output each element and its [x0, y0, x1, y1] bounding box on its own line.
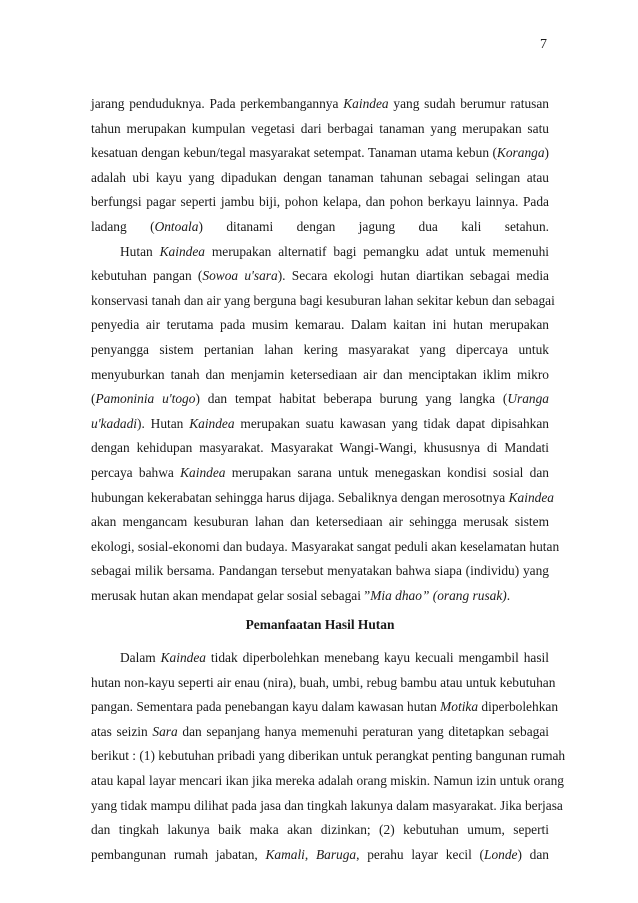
text-line [91, 461, 549, 486]
text-run: ). Hutan [137, 415, 190, 431]
text-run: ( [91, 391, 96, 407]
italic-term: Kaindea [508, 489, 554, 505]
italic-term: u'kadadi [91, 415, 138, 431]
italic-term: Kaindea [160, 650, 206, 666]
text-run: , [304, 846, 316, 862]
text-run: atas seizin [91, 723, 153, 739]
text-run: pembangunan rumah jabatan, [91, 846, 266, 862]
italic-term: Koranga [496, 145, 545, 161]
text-line [91, 215, 549, 240]
italic-term: Kaindea [343, 96, 389, 111]
text-line [91, 412, 549, 437]
italic-term: Kaindea [189, 415, 235, 431]
text-line [91, 646, 549, 671]
text-line [91, 117, 549, 142]
text-run: ) ditanami dengan jagung dua kali setahun. [198, 218, 549, 234]
text-line [91, 818, 549, 843]
text-run: merupakan suatu kawasan yang tidak dapat dipisahkan [234, 415, 549, 431]
text-run: ladang ( [91, 218, 155, 234]
text-run: konservasi tanah dan air yang berguna bagi kesuburan lahan sekitar kebun dan sebagai [91, 292, 555, 308]
text-run: hutan non-kayu seperti air enau (nira), buah, umbi, rebug bambu atau untuk kebutuhan [91, 674, 556, 690]
italic-term: Baruga [315, 846, 357, 862]
text-line [91, 695, 559, 720]
text-run: akan mengancam kesuburan lahan dan ketersediaan air sehingga merusak sistem [91, 514, 549, 530]
text-line [91, 363, 549, 388]
paragraph-3 [91, 646, 566, 867]
italic-term: Pamoninia u'togo [95, 391, 196, 407]
text-line [91, 190, 549, 215]
text-run: ) dan tempat habitat beberapa burung yang langka ( [195, 391, 508, 407]
italic-term: Uranga [507, 391, 549, 407]
text-line [91, 744, 566, 769]
text-run: tahun merupakan kumpulan vegetasi dari berbagai tanaman yang merupakan satu [91, 120, 549, 136]
text-line [91, 584, 549, 609]
italic-term: Kamali [265, 846, 305, 862]
text-line [91, 92, 549, 117]
text-run: atau kapal layar mencari ikan jika mereka adalah orang miskin. Namun izin untuk orang [91, 773, 564, 789]
text-run: dan tingkah lakunya baik maka akan dizinkan; (2) kebutuhan umum, seperti [91, 822, 549, 838]
text-run: , perahu layar kecil ( [356, 846, 484, 862]
text-run: tidak diperbolehkan menebang kayu kecuali mengambil hasil [206, 650, 549, 666]
text-run: percaya bahwa [91, 464, 181, 480]
italic-term: Kaindea [180, 464, 226, 480]
document-body [91, 92, 566, 867]
text-run: dengan kehidupan masyarakat. Masyarakat Wangi-Wangi, khususnya di Mandati [91, 440, 549, 456]
italic-term: Mia dhao” (orang rusak) [370, 587, 507, 603]
text-run: pangan. Sementara pada penebangan kayu dalam kawasan hutan [91, 699, 441, 715]
italic-term: Londe [484, 846, 518, 862]
text-run: Dalam [120, 650, 161, 666]
text-line [91, 338, 549, 363]
text-line [91, 843, 549, 868]
text-run: adalah ubi kayu yang dipadukan dengan tanaman tahunan sebagai selingan atau [91, 169, 549, 185]
paragraph-1 [91, 92, 549, 240]
italic-term: Ontoala [154, 218, 199, 234]
text-run: hubungan kekerabatan sehingga harus dijaga. Sebaliknya dengan merosotnya [91, 489, 509, 505]
text-run: . [506, 587, 511, 603]
paragraph-2 [91, 240, 560, 609]
text-line [91, 769, 564, 794]
text-run: merupakan alternatif bagi pemangku adat untuk memenuhi [204, 243, 549, 259]
text-line [91, 486, 554, 511]
text-line [91, 289, 555, 314]
text-run: kebutuhan pangan ( [91, 268, 203, 284]
page-number: 7 [540, 37, 547, 52]
text-run: menyuburkan tanah dan menjamin ketersediaan air dan menciptakan iklim mikro [91, 366, 549, 382]
text-run: penyangga sistem pertanian lahan kering masyarakat yang dipercaya untuk [91, 341, 549, 357]
text-line [91, 313, 549, 338]
italic-term: Kaindea [159, 243, 205, 259]
text-run: diperbolehkan [478, 699, 559, 715]
text-line [91, 436, 549, 461]
text-run: ). Secara ekologi hutan diartikan sebagai media [277, 268, 550, 284]
text-run: ekologi, sosial-ekonomi dan budaya. Masyarakat sangat peduli akan keselamatan hutan [91, 538, 560, 554]
text-line [91, 240, 549, 265]
text-line [91, 671, 556, 696]
text-line [91, 559, 549, 584]
text-run: yang sudah berumur ratusan [388, 96, 549, 111]
text-run: penyedia air terutama pada musim kemarau. Dalam kaitan ini hutan merupakan [91, 317, 549, 333]
text-run: berfungsi pagar seperti jambu biji, pohon kelapa, dan pohon berkayu lainnya. Pada [91, 194, 549, 210]
text-run: ) [544, 145, 549, 161]
text-line [91, 720, 549, 745]
text-run: berikut : (1) kebutuhan pribadi yang diberikan untuk perangkat penting bangunan rumah [91, 748, 566, 764]
text-line [91, 387, 549, 412]
italic-term: Sara [152, 723, 178, 739]
text-line [91, 510, 549, 535]
text-run: jarang penduduknya. Pada perkembangannya [91, 96, 344, 111]
text-run: yang tidak mampu dilihat pada jasa dan tingkah lakunya dalam masyarakat. Jika berjasa [91, 797, 563, 813]
text-run: Hutan [120, 243, 160, 259]
text-line [91, 264, 549, 289]
text-run: ) dan [517, 846, 549, 862]
text-run: kesatuan dengan kebun/tegal masyarakat setempat. Tanaman utama kebun ( [91, 145, 497, 161]
text-line [91, 794, 563, 819]
text-run: merupakan sarana untuk menegaskan kondisi sosial dan [225, 464, 549, 480]
text-run: dan sepanjang hanya memenuhi peraturan yang ditetapkan sebagai [177, 723, 549, 739]
text-run: merusak hutan akan mendapat gelar sosial sebagai ” [91, 587, 371, 603]
text-line [91, 535, 560, 560]
italic-term: Motika [440, 699, 479, 715]
section-heading: Pemanfaatan Hasil Hutan [245, 617, 395, 633]
text-line [91, 141, 549, 166]
text-line [91, 166, 549, 191]
italic-term: Sowoa u'sara [202, 268, 278, 284]
text-run: sebagai milik bersama. Pandangan tersebut menyatakan bahwa siapa (individu) yang [91, 563, 549, 579]
